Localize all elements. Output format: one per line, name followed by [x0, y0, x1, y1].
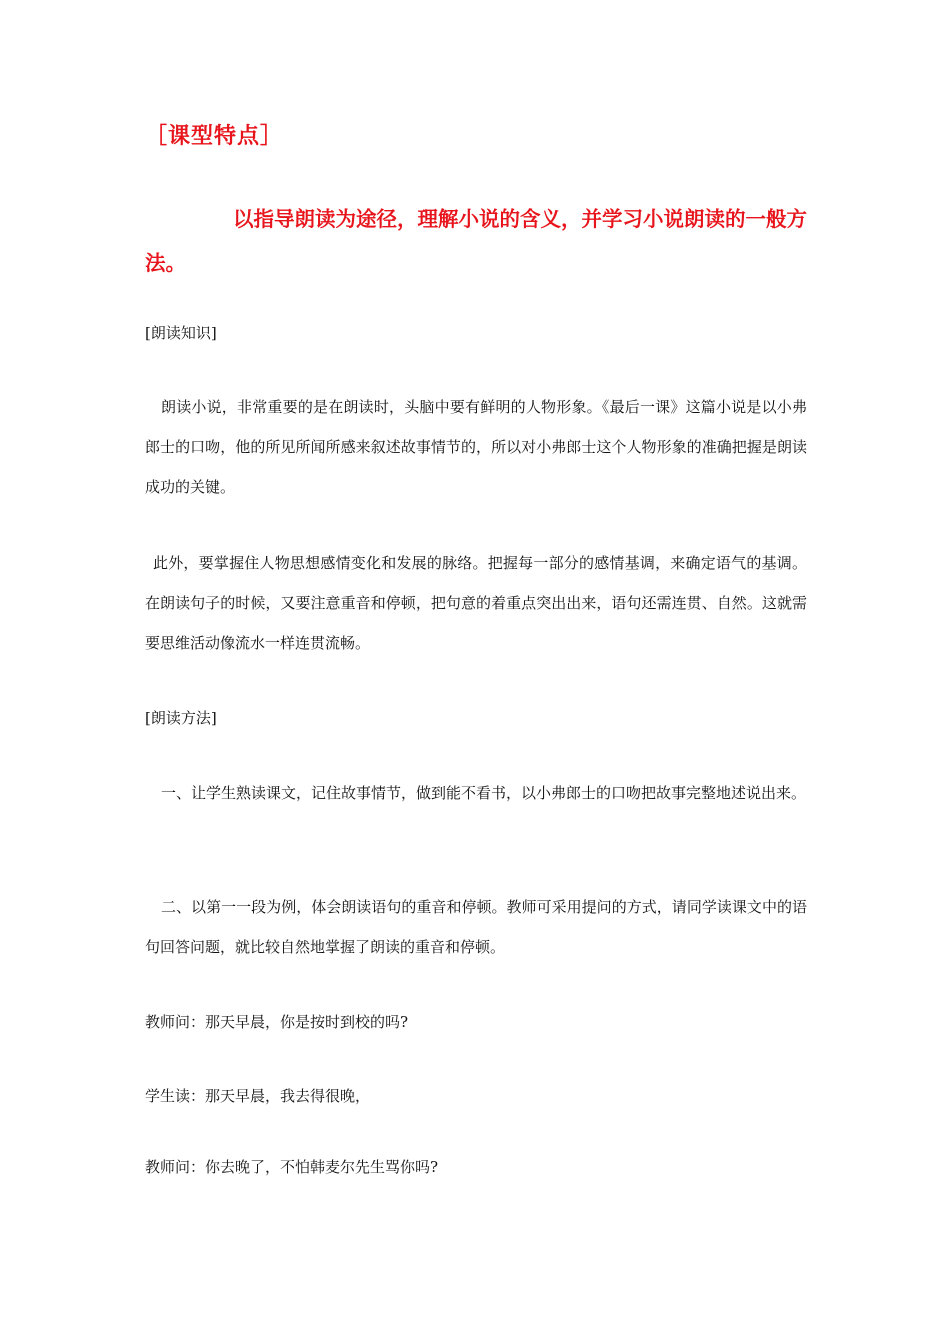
- reading-knowledge-paragraph-2: 此外，要掌握住人物思想感情变化和发展的脉络。把握每一部分的感情基调，来确定语气的基调。在朗读句子的时候，又要注意重音和停顿，把句意的着重点突出出来，语句还需连贯、自然。这就需要思维活动像流水一样连贯流畅。: [145, 554, 807, 652]
- reading-method-label: [朗读方法]: [145, 709, 217, 727]
- lesson-type-description: 以指导朗读为途径，理解小说的含义，并学习小说朗读的一般方法。: [145, 207, 807, 275]
- dialogue-line: 教师问：你去晚了，不怕韩麦尔先生骂你吗?: [145, 1158, 439, 1176]
- reading-method-step-2: 二、以第一一段为例，体会朗读语句的重音和停顿。教师可采用提问的方式，请同学读课文中的语句回答问题，就比较自然地掌握了朗读的重音和停顿。: [145, 898, 807, 956]
- reading-knowledge-paragraph-1: 朗读小说，非常重要的是在朗读时，头脑中要有鲜明的人物形象。《最后一课》这篇小说是以小弗郎士的口吻，他的所见所闻所感来叙述故事情节的，所以对小弗郎士这个人物形象的准确把握是朗读成功的关键。: [145, 398, 807, 496]
- lesson-type-heading: ［课型特点］: [145, 123, 284, 149]
- reading-knowledge-label: [朗读知识]: [145, 324, 217, 342]
- reading-method-step-1: 一、让学生熟读课文，记住故事情节，做到能不看书，以小弗郎士的口吻把故事完整地述说出来。: [161, 784, 807, 802]
- dialogue-line: 教师问：那天早晨，你是按时到校的吗?: [145, 1013, 409, 1031]
- dialogue-line: 学生读：那天早晨，我去得很晚，: [145, 1087, 371, 1105]
